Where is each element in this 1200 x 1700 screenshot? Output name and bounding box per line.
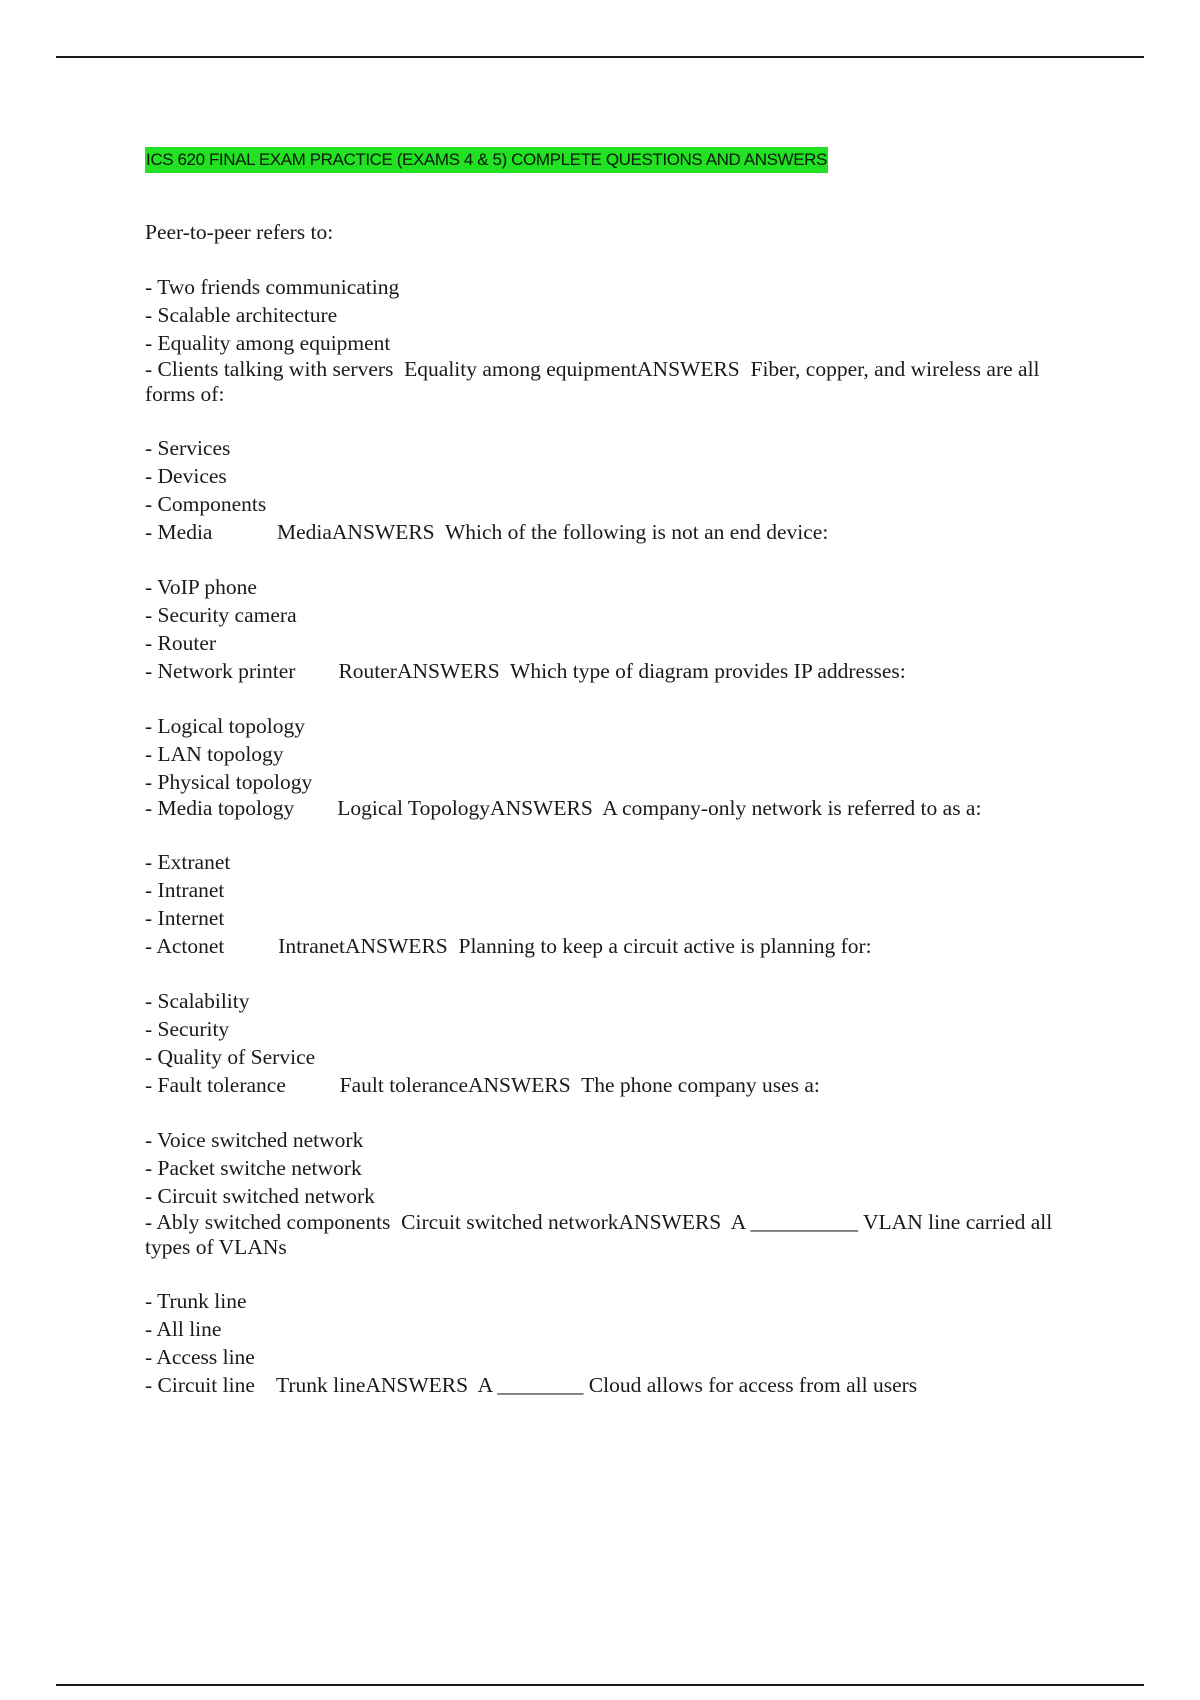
header-rule [56, 56, 1144, 58]
question-1-options [145, 273, 1090, 407]
option-line: - Two friends communicating [145, 275, 400, 299]
document-title: ICS 620 FINAL EXAM PRACTICE (EXAMS 4 & 5) COMPLETE QUESTIONS AND ANSWERS [145, 147, 828, 173]
option-line: - Packet switche network [145, 1156, 362, 1180]
option-line: - Security [145, 1017, 230, 1041]
option-line: - Internet [145, 906, 225, 930]
title-wrap [145, 146, 1090, 174]
option-line: - Security camera [145, 603, 297, 627]
option-line: - Trunk line [145, 1289, 247, 1313]
answer-line: - Media topology Logical TopologyANSWERS A company-only network is referred to as a: [145, 796, 982, 820]
answer-line: - Network printer RouterANSWERS Which type of diagram provides IP addresses: [145, 659, 906, 683]
option-line: - LAN topology [145, 742, 284, 766]
question-4-options [145, 712, 1090, 821]
option-line: - Devices [145, 464, 227, 488]
option-line: - Services [145, 436, 231, 460]
option-line: - Extranet [145, 850, 231, 874]
option-line: - Router [145, 631, 217, 655]
footer-rule [56, 1684, 1144, 1686]
question-3-options [145, 573, 1090, 685]
option-line: - Scalable architecture [145, 303, 338, 327]
option-line: - Circuit switched network [145, 1184, 375, 1208]
question-5-options [145, 848, 1090, 960]
question-1-prompt [145, 218, 1090, 246]
answer-line: - Ably switched components Circuit switched networkANSWERS A __________ VLAN line carried all types of VLANs [145, 1210, 1058, 1259]
option-line: - All line [145, 1317, 222, 1341]
text-line: Peer-to-peer refers to: [145, 220, 334, 244]
option-line: - Physical topology [145, 770, 313, 794]
option-line: - Intranet [145, 878, 225, 902]
answer-line: - Fault tolerance Fault toleranceANSWERS The phone company uses a: [145, 1073, 820, 1097]
option-line: - Logical topology [145, 714, 306, 738]
answer-line: - Actonet IntranetANSWERS Planning to keep a circuit active is planning for: [145, 934, 872, 958]
option-line: - Quality of Service [145, 1045, 316, 1069]
option-line: - Equality among equipment [145, 331, 391, 355]
question-8-options [145, 1287, 1090, 1399]
option-line: - Scalability [145, 989, 250, 1013]
option-line: - VoIP phone [145, 575, 257, 599]
option-line: - Access line [145, 1345, 255, 1369]
answer-line: - Media MediaANSWERS Which of the following is not an end device: [145, 520, 829, 544]
option-line: - Components [145, 492, 267, 516]
question-6-options [145, 987, 1090, 1099]
question-2-options [145, 434, 1090, 546]
question-7-options [145, 1126, 1090, 1260]
document-body [145, 146, 1090, 1426]
option-line: - Voice switched network [145, 1128, 364, 1152]
answer-line: - Circuit line Trunk lineANSWERS A ________ Cloud allows for access from all users [145, 1373, 918, 1397]
answer-line: - Clients talking with servers Equality among equipmentANSWERS Fiber, copper, and wireless are all forms of: [145, 357, 1045, 406]
